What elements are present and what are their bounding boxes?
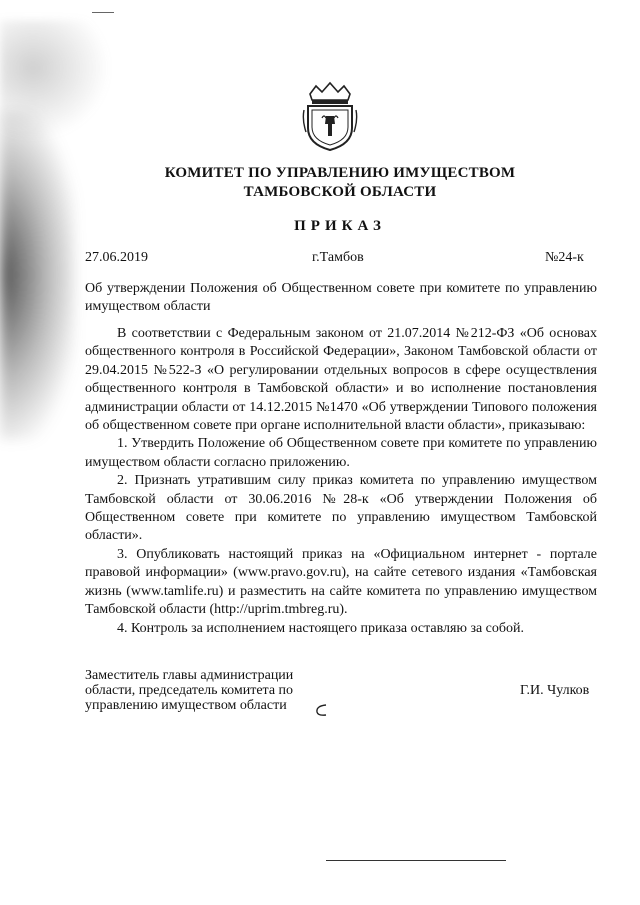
- signatory-name: Г.И. Чулков: [520, 683, 590, 698]
- coat-of-arms-emblem: [300, 80, 360, 152]
- scan-shadow: [0, 110, 75, 440]
- handwritten-signature: [310, 702, 332, 718]
- body-paragraph-item-3: 3. Опубликовать настоящий приказ на «Официальном интернет - портале правовой информации» (www.pravo.gov.ru), на сайте сетевого издания «Тамбовская жизнь (www.tamlife.ru) и разместить на сайте комитета по управлению имуществом Тамбовской области (http://uprim.tmbreg.ru).: [85, 546, 597, 618]
- document-city: г.Тамбов: [312, 250, 364, 265]
- document-body: [85, 325, 597, 638]
- scan-mark: [92, 12, 114, 13]
- signatory-position-line: управлению имуществом области: [85, 698, 287, 713]
- body-paragraph-preamble: В соответствии с Федеральным законом от 21.07.2014 №212-ФЗ «Об основах общественного контроля в Российской Федерации», Законом Тамбовской области от 29.04.2015 №522-З «О регулировании отдельных вопросов в сфере осуществления общественного контроля в Тамбовской области» и во исполнение постановления администрации области от 14.12.2015 №1470 «Об утверждении Типового положения об общественном совете при органе исполнительной власти области», приказываю:: [85, 326, 597, 434]
- organization-region: ТАМБОВСКОЙ ОБЛАСТИ: [243, 184, 437, 200]
- organization-name: КОМИТЕТ ПО УПРАВЛЕНИЮ ИМУЩЕСТВОМ: [164, 165, 516, 181]
- scan-shadow: [0, 20, 110, 140]
- signatory-position: [85, 668, 325, 713]
- signatory-position-line: Заместитель главы администрации: [85, 668, 294, 683]
- document-number: №24-к: [545, 250, 584, 265]
- body-paragraph-item-2: 2. Признать утратившим силу приказ комитета по управлению имуществом Тамбовской области от 30.06.2016 №28-к «Об утверждении Положения об Общественном совете при комитете по управлению имуществом Тамбовской области».: [85, 473, 597, 544]
- document-date: 27.06.2019: [85, 250, 148, 265]
- bottom-rule: [326, 860, 506, 861]
- document-subject: Об утверждении Положения об Общественном совете при комитете по управлению имуществом области: [85, 281, 597, 314]
- body-paragraph-item-4: 4. Контроль за исполнением настоящего приказа оставляю за собой.: [117, 620, 525, 636]
- body-paragraph-item-1: 1. Утвердить Положение об Общественном совете при комитете по управлению имуществом области согласно приложению.: [85, 436, 597, 470]
- signatory-position-line: области, председатель комитета по: [85, 683, 294, 698]
- document-type-title: ПРИКАЗ: [294, 218, 386, 234]
